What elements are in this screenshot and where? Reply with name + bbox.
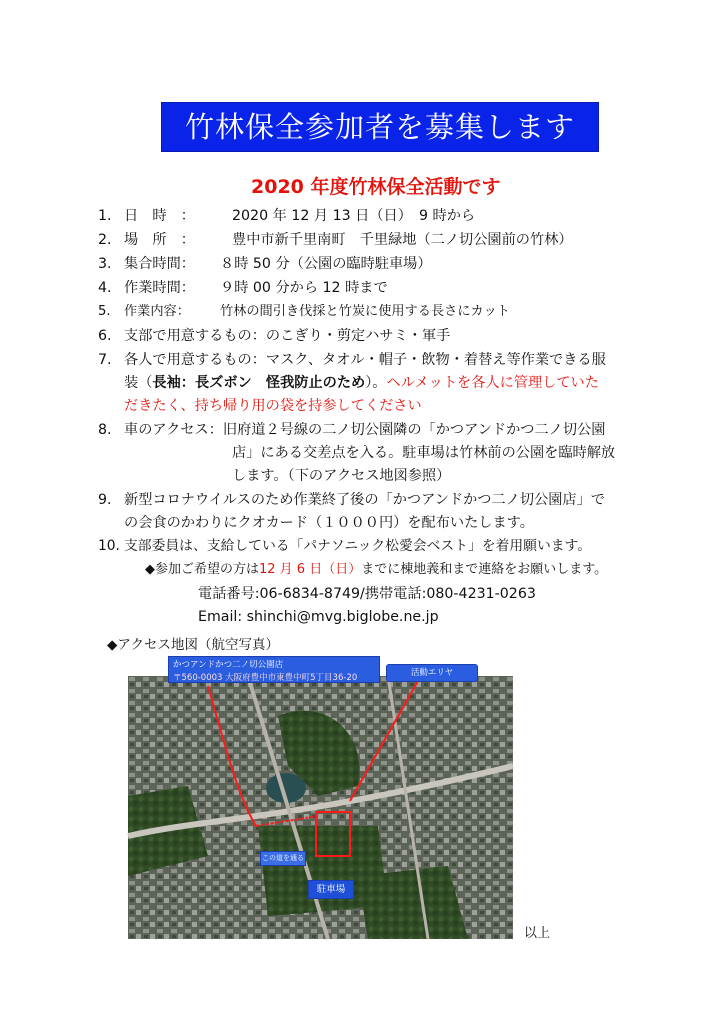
- list-item: 1. 日 時 ： 2020 年 12 月 13 日（日） 9 時から: [98, 208, 476, 224]
- list-item-continuation: 店」にある交差点を入る。駐車場は竹林前の公園を臨時解放: [232, 445, 616, 461]
- parking-label: 駐車場: [308, 880, 354, 899]
- page-title: 竹林保全参加者を募集します: [161, 102, 599, 152]
- contact-phone: 電話番号:06-6834-8749/携帯電話:080-4231-0263: [198, 586, 536, 602]
- road-label: この道を通る: [260, 851, 306, 866]
- map-heading: ◆アクセス地図（航空写真）: [107, 637, 279, 653]
- list-item: 2. 場 所 ： 豊中市新千里南町 千里緑地（二ノ切公園前の竹林）: [98, 232, 573, 248]
- closing: 以上: [524, 926, 551, 941]
- list-item: 5. 作業内容： 竹林の間引き伐採と竹炭に使用する長さにカット: [98, 304, 510, 319]
- activity-area-label: 活動エリヤ: [386, 664, 478, 682]
- aerial-map: [128, 660, 513, 939]
- subtitle: 2020 年度竹林保全活動です: [251, 176, 501, 198]
- list-item: 3. 集合時間： ８時 50 分（公園の臨時駐車場）: [98, 256, 432, 272]
- list-item: 9. 新型コロナウイルスのため作業終了後の「かつアンドかつ二ノ切公園店」で: [98, 492, 605, 508]
- list-item-continuation: だきたく、持ち帰り用の袋を持参してください: [124, 398, 422, 414]
- shop-callout: かつアンドかつ二ノ切公園店 〒560-0003 大阪府豊中市東豊中町5丁目36-20: [168, 656, 380, 683]
- list-item: 8. 車のアクセス：旧府道２号線の二ノ切公園隣の「かつアンドかつ二ノ切公園: [98, 422, 606, 438]
- list-item-continuation: の会食のかわりにクオカード（１０００円）を配布いたします。: [124, 515, 534, 531]
- contact-email: Email: shinchi@mvg.biglobe.ne.jp: [198, 609, 439, 625]
- aerial-photo: [128, 676, 513, 939]
- list-item: 7. 各人で用意するもの：マスク、タオル・帽子・飲物・着替え等作業できる服: [98, 352, 606, 368]
- list-item: 10. 支部委員は、支給している「パナソニック松愛会ベスト」を着用願います。: [98, 538, 592, 554]
- notice: ◆参加ご希望の方は12 月 6 日（日）までに棟地義和まで連絡をお願いします。: [145, 562, 608, 577]
- list-item: 6. 支部で用意するもの：のこぎり・剪定ハサミ・軍手: [98, 328, 451, 344]
- list-item-continuation: 装（長袖：長ズボン 怪我防止のため）。ヘルメットを各人に管理していた: [124, 375, 599, 391]
- list-item: 4. 作業時間： ９時 00 分から 12 時まで: [98, 280, 388, 296]
- list-item-continuation: します。（下のアクセス地図参照）: [232, 468, 451, 484]
